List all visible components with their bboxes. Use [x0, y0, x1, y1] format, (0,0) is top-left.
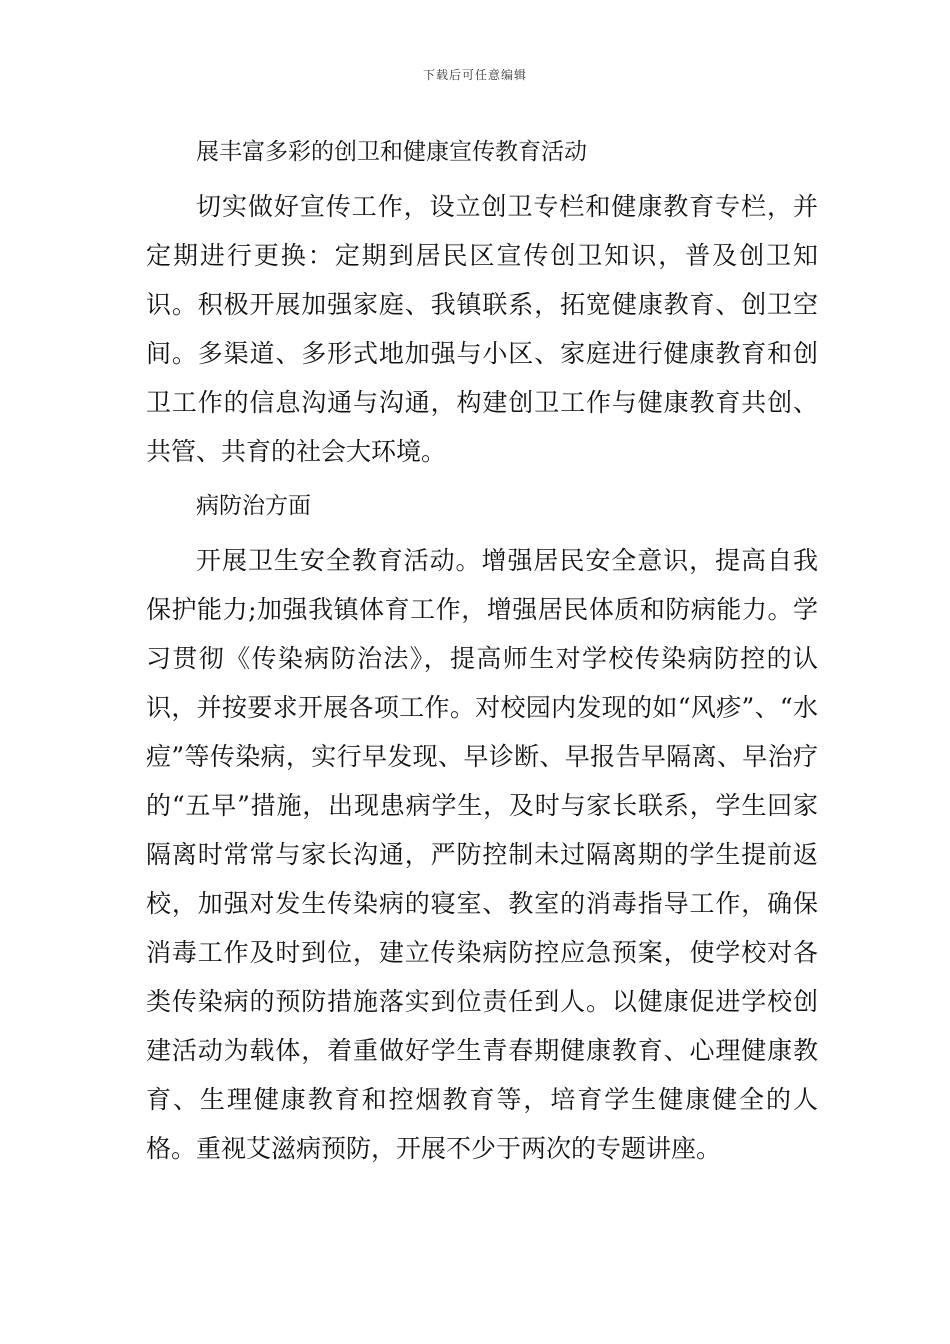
header-note: 下载后可任意编辑	[422, 68, 527, 82]
paragraph-publicity-work: 切实做好宣传工作，设立创卫专栏和健康教育专栏，并定期进行更换：定期到居民区宣传创卫知识，普及创卫知识。积极开展加强家庭、我镇联系，拓宽健康教育、创卫空间。多渠道、多形式地加强与小区、家庭进行健康教育和创卫工作的信息沟通与沟通，构建创卫工作与健康教育共创、共管、共育的社会大环境。	[146, 192, 818, 466]
paragraph-disease-prevention: 开展卫生安全教育活动。增强居民安全意识，提高自我保护能力;加强我镇体育工作，增强居民体质和防病能力。学习贯彻《传染病防治法》，提高师生对学校传染病防控的认识，并按要求开展各项工作。对校园内发现的如“风疹”、“水痘”等传染病，实行早发现、早诊断、早报告早隔离、早治疗的“五早”措施，出现患病学生，及时与家长联系，学生回家隔离时常常与家长沟通，严防控制未过隔离期的学生提前返校，加强对发生传染病的寝室、教室的消毒指导工作，确保消毒工作及时到位，建立传染病防控应急预案，使学校对各类传染病的预防措施落实到位责任到人。以健康促进学校创建活动为载体，着重做好学生青春期健康教育、心理健康教育、生理健康教育和控烟教育等，培育学生健康健全的人格。重视艾滋病预防，开展不少于两次的专题讲座。	[146, 546, 818, 1163]
document-body	[146, 128, 818, 1173]
section-heading-disease-prevention: 病防治方面	[196, 493, 311, 519]
section-heading-health-education: 展丰富多彩的创卫和健康宣传教育活动	[196, 139, 587, 165]
